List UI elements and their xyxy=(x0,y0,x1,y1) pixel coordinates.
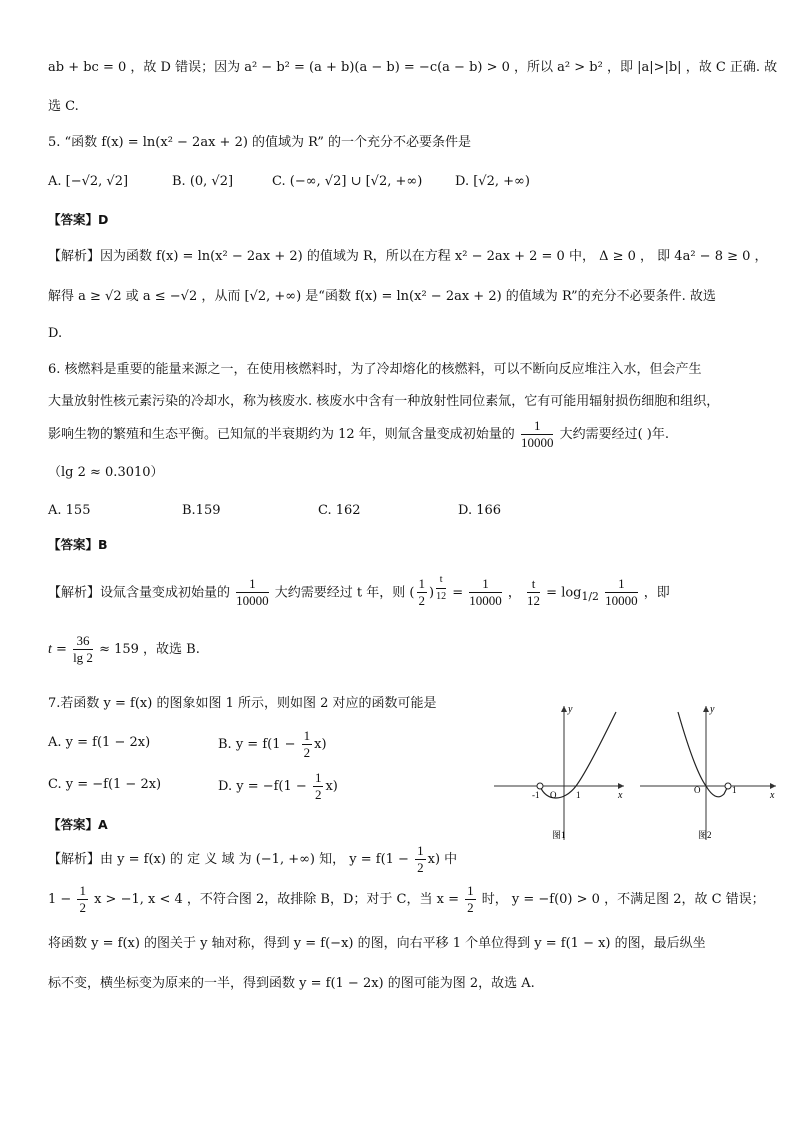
figure-1 xyxy=(490,700,630,845)
q6-analysis-text-b: 大约需要经过 t 年，则 xyxy=(274,585,406,601)
q6-rhs-num: 1 xyxy=(469,576,502,593)
fig2-x-label: x xyxy=(770,790,775,801)
q7-option-b-num: 1 xyxy=(303,728,311,743)
q6-option-c: C. 162 xyxy=(318,503,361,518)
fig1-y-label: y xyxy=(568,704,573,715)
q6-exponent-num: t xyxy=(436,572,446,589)
q7-analysis-line-2 xyxy=(48,883,765,917)
q6-log-base: 1/2 xyxy=(581,589,599,603)
fig2-curve xyxy=(678,712,728,797)
q7-answer: 【答案】A xyxy=(48,817,108,832)
q6-analysis-text-a: 【解析】设氚含量变成初始量的 xyxy=(48,585,231,601)
fig1-tick-pos: 1 xyxy=(576,790,581,800)
q5-analysis-line-3: D. xyxy=(48,326,63,341)
fig1-x-label: x xyxy=(618,790,623,801)
fig1-caption: 图1 xyxy=(552,830,566,840)
fig1-x-arrow-icon xyxy=(618,783,624,789)
q7-analysis-fraction-1-den: 2 xyxy=(417,860,424,875)
q6-stem-text-a: 影响生物的繁殖和生态平衡。已知氚的半衰期约为 12 年，则氚含量变成初始量的 xyxy=(48,427,515,442)
q7-analysis-text-2: 1 − xyxy=(48,892,72,907)
q7-option-b-tail: x) xyxy=(314,737,327,752)
q6-t-fraction-den: lg 2 xyxy=(73,650,93,665)
fig1-curve xyxy=(540,712,616,798)
q7-option-d-num: 1 xyxy=(314,770,322,785)
q7-analysis-fraction-2-num: 1 xyxy=(79,883,86,898)
q5-option-a: A. [−√2, √2] xyxy=(48,174,129,189)
fig1-y-arrow-icon xyxy=(561,706,567,712)
prev-analysis-line-1: ab + bc = 0 ，故 D 错误；因为 a² − b² = (a + b)(a − b) = −c(a − b) > 0 ，所以 a² > b² ，即 |a|>|b| ，故 C 正确. 故 xyxy=(48,60,778,75)
q6-option-d: D. 166 xyxy=(458,503,502,518)
q7-analysis-fraction-2 xyxy=(77,883,88,916)
q7-option-b-den: 2 xyxy=(303,745,311,760)
fig1-tick-neg: -1 xyxy=(532,790,540,800)
q6-analysis-fraction xyxy=(236,576,269,609)
q6-log-label: = log xyxy=(546,585,582,601)
q7-analysis-fraction-3-num: 1 xyxy=(467,883,474,898)
q7-analysis-line-1 xyxy=(48,843,457,877)
q6-analysis-text-c: ，即 xyxy=(643,585,670,601)
q5-option-c: C. (−∞, √2] ∪ [√2, +∞) xyxy=(272,174,423,189)
q6-option-b: B.159 xyxy=(182,503,221,518)
q6-option-a: A. 155 xyxy=(48,503,91,518)
q7-analysis-text-1b: x) 中 xyxy=(427,852,458,867)
fig2-y-label: y xyxy=(710,704,715,715)
q6-fraction-den: 10000 xyxy=(520,435,554,450)
fig2-x-arrow-icon xyxy=(770,783,776,789)
q6-t-fraction-num: 36 xyxy=(73,633,93,650)
q6-analysis-line-1: 【解析】设氚含量变成初始量的 $\frac{1}{10000}$ 大约需要经过 t 年，则 ( $\frac{1}{2}$ ) $^{\frac{t}{12}}$ = $\frac{1}{10000}$ ， $\frac{t}{12}$ = $\log_{1/2}$ $\frac{1}{10000}$ ，即 xyxy=(48,573,670,609)
fig1-open-point xyxy=(537,783,543,789)
q5-analysis-line-1: 【解析】因为函数 f(x) = ln(x² − 2ax + 2) 的值域为 R，所以在方程 x² − 2ax + 2 = 0 中， Δ ≥ 0 ， 即 4a² − 8 ≥ 0 ， xyxy=(48,249,768,264)
q7-analysis-line-3: 将函数 y = f(x) 的图关于 y 轴对称，得到 y = f(−x) 的图，向右平移 1 个单位得到 y = f(1 − x) 的图，最后纵坐 xyxy=(48,936,706,951)
q7-analysis-fraction-1-num: 1 xyxy=(417,843,424,858)
fig1-origin-label: O xyxy=(550,790,557,800)
figure-2 xyxy=(636,700,782,845)
q6-t-fraction xyxy=(73,633,93,666)
q6-half-fraction xyxy=(417,576,428,609)
q6-t-den: 12 xyxy=(527,593,541,609)
q5-stem: 5. “函数 f(x) = ln(x² − 2ax + 2) 的值域为 R” 的一个充分不必要条件是 xyxy=(48,135,472,150)
q7-analysis-text-2b: x > −1, x < 4 ，不符合图 2，故排除 B，D；对于 C，当 x = xyxy=(94,892,459,907)
q6-log-den: 10000 xyxy=(605,593,638,609)
q6-log-num: 1 xyxy=(605,576,638,593)
fig2-origin-label: O xyxy=(694,785,701,795)
q6-stem-line-2: 大量放射性核元素污染的冷却水，称为核废水. 核废水中含有一种放射性同位素氚，它有可能用辐射损伤细胞和组织， xyxy=(48,394,720,409)
fig2-y-arrow-icon xyxy=(703,706,709,712)
q7-analysis-fraction-3 xyxy=(465,883,476,916)
q6-fraction-num: 1 xyxy=(521,418,554,435)
q6-exponent-den: 12 xyxy=(436,590,447,602)
q7-analysis-fraction-2-den: 2 xyxy=(79,900,86,915)
q7-option-d xyxy=(218,770,338,804)
q5-answer: 【答案】D xyxy=(48,212,109,227)
fig2-tick-pos: 1 xyxy=(732,785,737,795)
q7-analysis-fraction-1 xyxy=(415,843,426,876)
q6-t-num: t xyxy=(527,576,540,593)
q6-t-over-12 xyxy=(527,576,540,609)
q7-option-d-tail: x) xyxy=(325,779,338,794)
q6-exponent xyxy=(436,572,446,605)
q7-option-d-fraction xyxy=(313,770,324,803)
q7-option-c: C. y = −f(1 − 2x) xyxy=(48,777,162,792)
q6-fraction xyxy=(521,418,554,451)
q6-stem-text-b: 大约需要经过( )年. xyxy=(559,427,670,442)
q6-rhs-den: 10000 xyxy=(469,593,502,609)
q6-analysis-fraction-den: 10000 xyxy=(236,593,269,609)
q6-stem-line-4: （lg 2 ≈ 0.3010） xyxy=(48,465,164,480)
q6-stem-line-1: 6. 核燃料是重要的能量来源之一，在使用核燃料时，为了冷却熔化的核燃料，可以不断向反应堆注入水，但会产生 xyxy=(48,362,702,377)
q5-analysis-line-2: 解得 a ≥ √2 或 a ≤ −√2 ，从而 [√2, +∞) 是“函数 f(x) = ln(x² − 2ax + 2) 的值域为 R”的充分不必要条件. 故选 xyxy=(48,289,716,304)
q7-option-d-den: 2 xyxy=(314,787,322,802)
q6-analysis-line-2: t = $\frac{36}{\lg 2}$ ≈ 159 ，故选 B. xyxy=(48,633,200,665)
q7-option-b xyxy=(218,728,327,762)
q6-log-fraction xyxy=(605,576,638,609)
q5-option-b: B. (0, √2] xyxy=(172,174,234,189)
q6-analysis-fraction-num: 1 xyxy=(236,576,269,593)
q7-option-a: A. y = f(1 − 2x) xyxy=(48,735,151,750)
q6-answer: 【答案】B xyxy=(48,537,108,552)
fig2-caption: 图2 xyxy=(698,830,712,840)
q6-analysis-text-d: ≈ 159 ，故选 B. xyxy=(99,642,200,657)
prev-analysis-line-2: 选 C. xyxy=(48,99,79,114)
q7-analysis-line-4: 标不变，横坐标变为原来的一半，得到函数 y = f(1 − 2x) 的图可能为图 2，故选 A. xyxy=(48,976,535,991)
q6-stem-line-3 xyxy=(48,418,669,452)
q7-stem: 7.若函数 y = f(x) 的图象如图 1 所示，则如图 2 对应的函数可能是 xyxy=(48,696,437,711)
q7-option-b-fraction xyxy=(302,728,313,761)
fig2-open-point xyxy=(725,783,731,789)
q7-option-b-text: B. y = f(1 − xyxy=(218,737,296,752)
q6-half-den: 2 xyxy=(418,593,426,609)
q7-analysis-text-2c: 时， y = −f(0) > 0 ，不满足图 2，故 C 错误； xyxy=(481,892,765,907)
q5-option-d: D. [√2, +∞) xyxy=(455,174,530,189)
q7-analysis-text-1: 【解析】由 y = f(x) 的 定 义 域 为 (−1, +∞) 知， y = f(1 − xyxy=(48,852,409,867)
q6-half-num: 1 xyxy=(418,576,426,592)
q7-analysis-fraction-3-den: 2 xyxy=(467,900,474,915)
q7-option-d-text: D. y = −f(1 − xyxy=(218,779,307,794)
q6-rhs-fraction xyxy=(469,576,502,609)
